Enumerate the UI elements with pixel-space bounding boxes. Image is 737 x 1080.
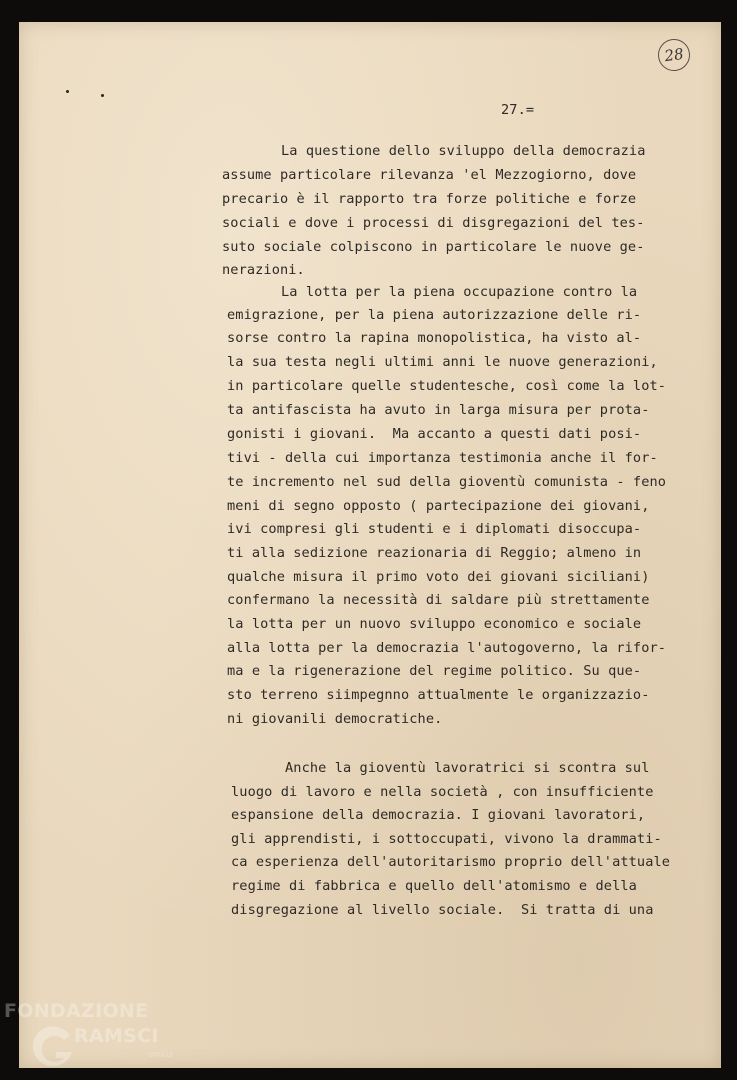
text-line: nerazioni. (222, 262, 305, 278)
archive-folio-number: 28 (663, 44, 685, 66)
text-line: la sua testa negli ultimi anni le nuove generazioni, (227, 354, 658, 370)
text-line: suto sociale colpiscono in particolare le nuove ge- (222, 239, 645, 255)
text-line: confermano la necessità di saldare più strettamente (227, 592, 650, 608)
text-line: La questione dello sviluppo della democrazia (281, 143, 646, 159)
text-line: regime di fabbrica e quello dell'atomismo e della (231, 878, 637, 894)
watermark-g-logo-icon (28, 1022, 78, 1072)
text-line: espansione della democrazia. I giovani lavoratori, (231, 807, 646, 823)
text-line: ma e la rigenerazione del regime politico. Su que- (227, 663, 642, 679)
text-line: sorse contro la rapina monopolistica, ha visto al- (227, 330, 642, 346)
page-number: 27.= (501, 102, 535, 118)
text-line: alla lotta per la democrazia l'autogoverno, la rifor- (227, 640, 667, 656)
text-line: ca esperienza dell'autoritarismo proprio dell'attuale (231, 854, 671, 870)
text-line: sociali e dove i processi di disgregazioni del tes- (222, 215, 645, 231)
document-page (19, 22, 721, 1068)
watermark-line1: FONDAZIONE (4, 1000, 149, 1022)
text-line: te incremento nel sud della gioventù comunista - feno (227, 474, 667, 490)
watermark-line2: RAMSCI (74, 1025, 159, 1047)
watermark-suffix: onlus (149, 1050, 174, 1060)
fondazione-gramsci-watermark (4, 1000, 184, 1078)
text-line: ni giovanili democratiche. (227, 711, 443, 727)
text-line: ivi compresi gli studenti e i diplomati disoccupa- (227, 521, 642, 537)
text-line: La lotta per la piena occupazione contro la (281, 284, 638, 300)
text-line: ta antifascista ha avuto in larga misura per prota- (227, 402, 650, 418)
text-line: meni di segno opposto ( partecipazione dei giovani, (227, 498, 650, 514)
text-line: la lotta per un nuovo sviluppo economico e sociale (227, 616, 642, 632)
text-line: ti alla sedizione reazionaria di Reggio; almeno in (227, 545, 642, 561)
text-line: sto terreno siimpegnno attualmente le organizzazio- (227, 687, 650, 703)
text-line: emigrazione, per la piena autorizzazione delle ri- (227, 307, 642, 323)
text-line: assume particolare rilevanza 'el Mezzogiorno, dove (222, 167, 637, 183)
text-line: disgregazione al livello sociale. Si tratta di una (231, 902, 654, 918)
text-line: Anche la gioventù lavoratrici si scontra sul (285, 760, 650, 776)
text-line: qualche misura il primo voto dei giovani siciliani) (227, 569, 650, 585)
text-line: gonisti i giovani. Ma accanto a questi dati posi- (227, 426, 642, 442)
text-line: luogo di lavoro e nella società , con insufficiente (231, 784, 654, 800)
text-line: precario è il rapporto tra forze politiche e forze (222, 191, 637, 207)
text-line: in particolare quelle studentesche, così come la lot- (227, 378, 667, 394)
text-line: tivi - della cui importanza testimonia anche il for- (227, 450, 658, 466)
text-line: gli apprendisti, i sottoccupati, vivono la drammati- (231, 831, 662, 847)
ink-speck (101, 94, 104, 97)
archive-folio-stamp (656, 37, 692, 73)
